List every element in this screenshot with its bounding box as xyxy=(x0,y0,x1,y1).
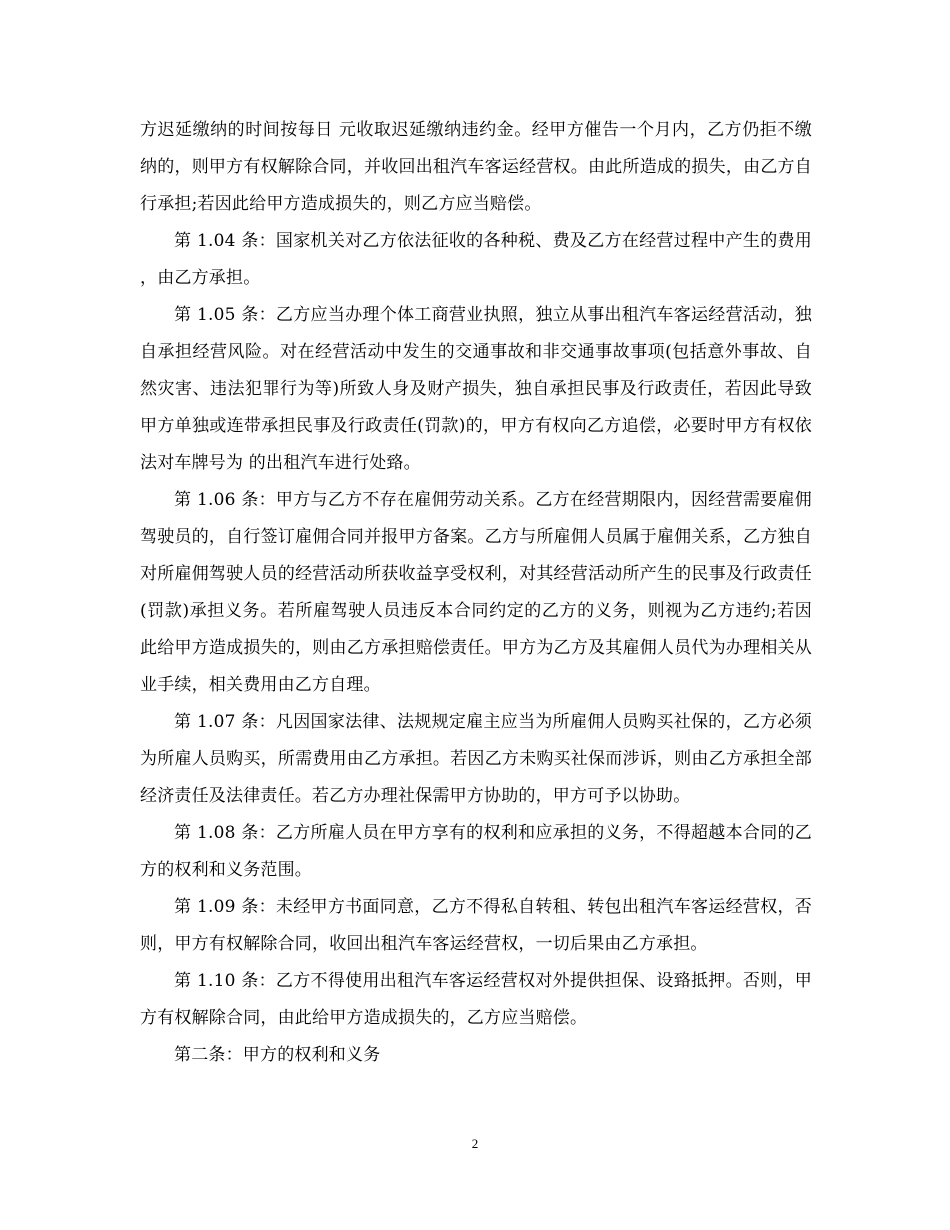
paragraph-continuation: 方迟延缴纳的时间按每日 元收取迟延缴纳违约金。经甲方催告一个月内，乙方仍拒不缴纳的，则甲方有权解除合同，并收回出租汽车客运经营权。由此所造成的损失，由乙方自行承担;若因此给甲方造成损失的，则乙方应当赔偿。 xyxy=(140,120,812,214)
clause-1-05: 第 1.05 条：乙方应当办理个体工商营业执照，独立从事出租汽车客运经营活动，独自承担经营风险。对在经营活动中发生的交通事故和非交通事故事项(包括意外事故、自然灾害、违法犯罪行为等)所致人身及财产损失，独自承担民事及行政责任，若因此导致甲方单独或连带承担民事及行政责任(罚款)的，甲方有权向乙方追偿，必要时甲方有权依法对车牌号为 的出租汽车进行处臵。 xyxy=(140,305,812,473)
clause-1-04: 第 1.04 条：国家机关对乙方依法征收的各种税、费及乙方在经营过程中产生的费用，由乙方承担。 xyxy=(140,231,812,288)
clause-1-06: 第 1.06 条：甲方与乙方不存在雇佣劳动关系。乙方在经营期限内，因经营需要雇佣驾驶员的，自行签订雇佣合同并报甲方备案。乙方与所雇佣人员属于雇佣关系，乙方独自对所雇佣驾驶人员的经营活动所获收益享受权利，对其经营活动所产生的民事及行政责任(罚款)承担义务。若所雇驾驶人员违反本合同约定的乙方的义务，则视为乙方违约;若因此给甲方造成损失的，则由乙方承担赔偿责任。甲方为乙方及其雇佣人员代为办理相关从业手续，相关费用由乙方自理。 xyxy=(140,490,812,695)
page-number: 2 xyxy=(471,1136,479,1151)
clause-1-09: 第 1.09 条：未经甲方书面同意，乙方不得私自转租、转包出租汽车客运经营权，否则，甲方有权解除合同，收回出租汽车客运经营权，一切后果由乙方承担。 xyxy=(140,897,812,954)
clause-1-10: 第 1.10 条：乙方不得使用出租汽车客运经营权对外提供担保、设臵抵押。否则，甲方有权解除合同，由此给甲方造成损失的，乙方应当赔偿。 xyxy=(140,971,812,1028)
clause-1-08: 第 1.08 条：乙方所雇人员在甲方享有的权利和应承担的义务，不得超越本合同的乙方的权利和义务范围。 xyxy=(140,823,812,880)
document-body xyxy=(140,112,812,1074)
section-heading-2: 第二条：甲方的权利和义务 xyxy=(174,1045,381,1065)
clause-1-07: 第 1.07 条：凡因国家法律、法规规定雇主应当为所雇佣人员购买社保的，乙方必须为所雇人员购买，所需费用由乙方承担。若因乙方未购买社保而涉诉，则由乙方承担全部经济责任及法律责任。若乙方办理社保需甲方协助的，甲方可予以协助。 xyxy=(140,712,812,806)
